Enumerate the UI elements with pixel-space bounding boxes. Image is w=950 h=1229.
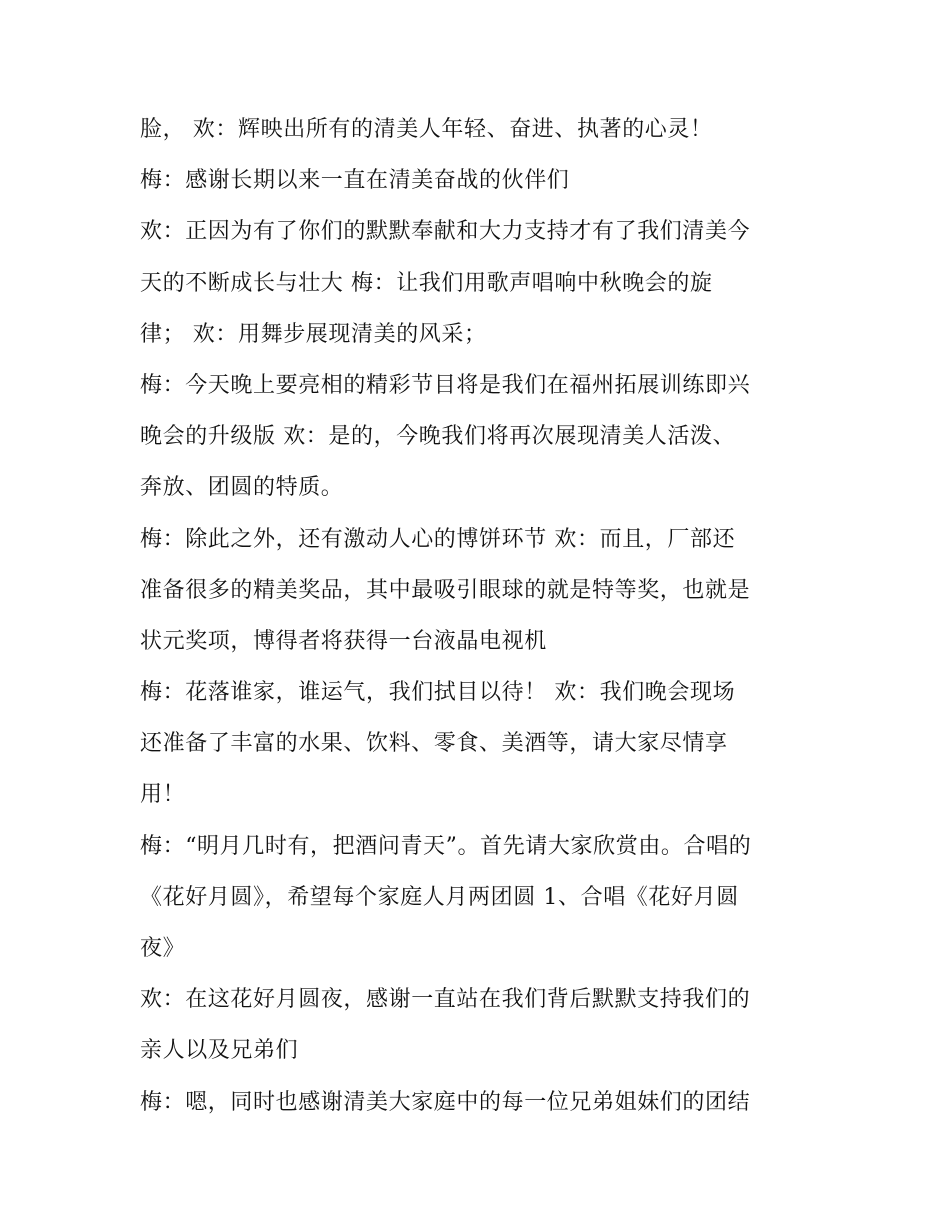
text-line: 梅：花落谁家，谁运气，我们拭目以待！ 欢：我们晚会现场	[140, 680, 736, 706]
text-line: 奔放、团圆的特质。	[140, 475, 344, 501]
text-line: 《花好月圆》，希望每个家庭人月两团圆 1、合唱《花好月圆	[140, 884, 739, 910]
text-line: 欢：正因为有了你们的默默奉献和大力支持才有了我们清美今	[140, 219, 751, 245]
text-line: 用！	[140, 782, 186, 808]
text-line: 梅：感谢长期以来一直在清美奋战的伙伴们	[140, 168, 570, 194]
script-text-block	[140, 104, 820, 1128]
text-line: 状元奖项，博得者将获得一台液晶电视机	[140, 628, 547, 654]
text-line: 梅：今天晚上要亮相的精彩节目将是我们在福州拓展训练即兴	[140, 372, 751, 398]
text-line: 梅：“明月几时有，把酒问青天”。首先请大家欣赏由。合唱的	[140, 833, 752, 859]
text-line: 天的不断成长与壮大 梅：让我们用歌声唱响中秋晚会的旋	[140, 270, 713, 296]
text-line: 准备很多的精美奖品，其中最吸引眼球的就是特等奖，也就是	[140, 577, 751, 603]
text-line: 梅：嗯，同时也感谢清美大家庭中的每一位兄弟姐妹们的团结	[140, 1089, 751, 1115]
text-line: 亲人以及兄弟们	[140, 1038, 299, 1064]
text-line: 还准备了丰富的水果、饮料、零食、美酒等，请大家尽情享	[140, 731, 728, 757]
text-line: 欢：在这花好月圆夜，感谢一直站在我们背后默默支持我们的	[140, 987, 751, 1013]
text-line: 律； 欢：用舞步展现清美的风采；	[140, 321, 487, 347]
text-line: 梅：除此之外，还有激动人心的博饼环节 欢：而且，厂部还	[140, 526, 736, 552]
text-line: 晚会的升级版 欢：是的，今晚我们将再次展现清美人活泼、	[140, 424, 736, 450]
text-line: 脸， 欢：辉映出所有的清美人年轻、奋进、执著的心灵！	[140, 117, 713, 142]
text-line: 夜》	[140, 936, 186, 961]
